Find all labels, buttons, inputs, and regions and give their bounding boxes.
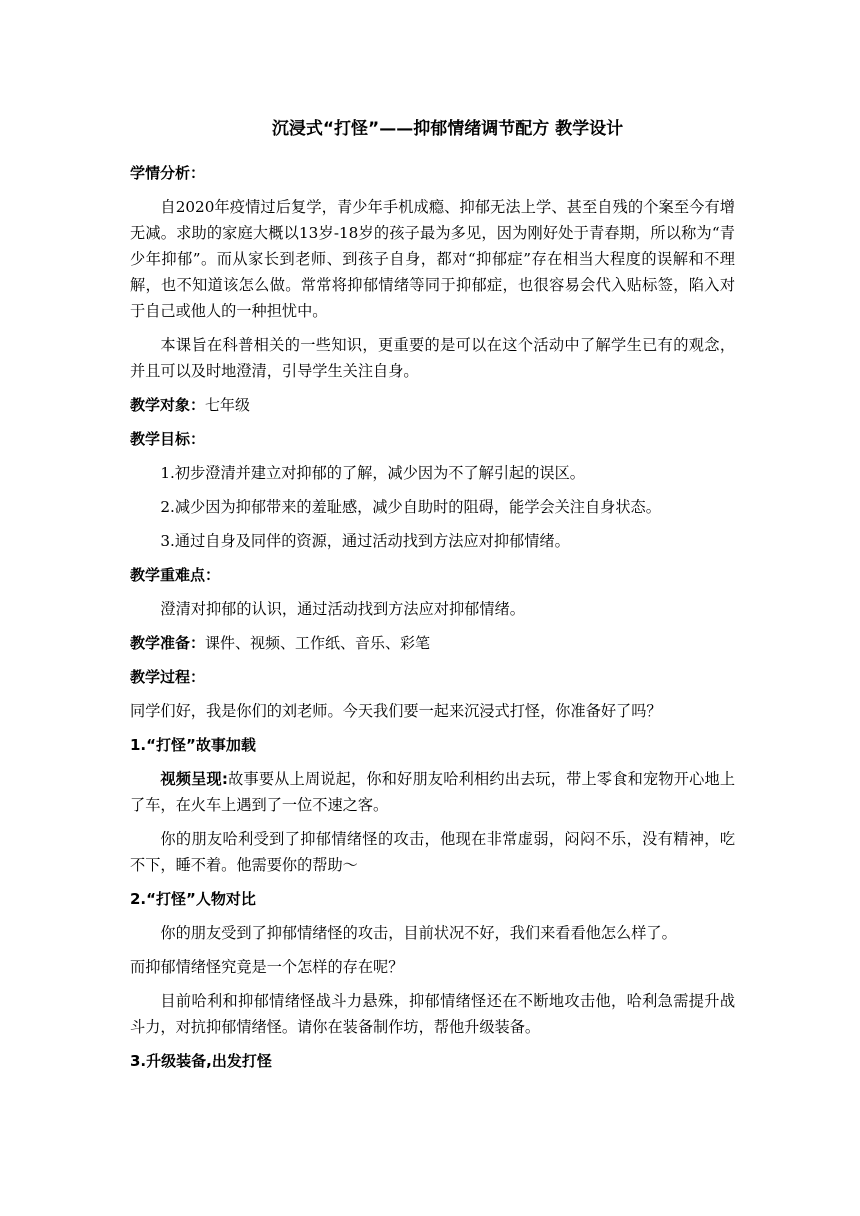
analysis-heading: 学情分析： [130, 164, 206, 182]
audience-line [130, 392, 735, 418]
goal-item-2: 2.减少因为抑郁带来的羞耻感，减少自助时的阻碍，能学会关注自身状态。 [160, 498, 661, 516]
section1-paragraph: 你的朋友哈利受到了抑郁情绪怪的攻击，他现在非常虚弱，闷闷不乐，没有精神，吃不下，睡不着。他需要你的帮助～ [130, 830, 735, 874]
analysis-paragraph-2: 本课旨在科普相关的一些知识，更重要的是可以在这个活动中了解学生已有的观念，并且可以及时地澄清，引导学生关注自身。 [130, 336, 735, 380]
document-page [130, 112, 735, 1082]
key-points-text: 澄清对抑郁的认识，通过活动找到方法应对抑郁情绪。 [160, 600, 525, 618]
section1-lead-label: 视频呈现: [160, 770, 228, 788]
goal-item-3: 3.通过自身及同伴的资源，通过活动找到方法应对抑郁情绪。 [160, 532, 570, 550]
section1-lead-text: 故事要从上周说起，你和好朋友哈利相约出去玩，带上零食和宠物开心地上了车，在火车上遇到了一位不速之客。 [130, 770, 736, 814]
key-points-heading: 教学重难点： [130, 566, 221, 584]
preparation-label: 教学准备： [130, 634, 206, 652]
section2-paragraph-1-cont: 而抑郁情绪怪究竟是一个怎样的存在呢？ [130, 958, 404, 976]
preparation-line [130, 630, 735, 656]
analysis-paragraph-1: 自2020年疫情过后复学，青少年手机成瘾、抑郁无法上学、甚至自残的个案至今有增无减。求助的家庭大概以13岁-18岁的孩子最为多见，因为刚好处于青春期，所以称为“青少年抑郁”。而从家长到老师、到孩子自身，都对“抑郁症”存在相当大程度的误解和不理解，也不知道该怎么做。常常将抑郁情绪等同于抑郁症，也很容易会代入贴标签，陷入对于自己或他人的一种担忧中。 [130, 198, 735, 320]
preparation-value: 课件、视频、工作纸、音乐、彩笔 [205, 634, 431, 652]
section2-paragraph-1: 你的朋友受到了抑郁情绪怪的攻击，目前状况不好，我们来看看他怎么样了。 [160, 924, 677, 942]
document-title: 沉浸式“打怪”——抑郁情绪调节配方 教学设计 [271, 119, 624, 139]
section3-heading: 3.升级装备,出发打怪 [130, 1052, 272, 1070]
section1-heading: 1.“打怪”故事加载 [130, 736, 256, 754]
process-heading: 教学过程： [130, 668, 206, 686]
audience-value: 七年级 [205, 396, 251, 414]
process-intro: 同学们好，我是你们的刘老师。今天我们要一起来沉浸式打怪，你准备好了吗？ [130, 702, 662, 720]
section2-heading: 2.“打怪”人物对比 [130, 890, 256, 908]
goals-heading: 教学目标： [130, 430, 206, 448]
section1-lead-paragraph [130, 766, 735, 818]
audience-label: 教学对象： [130, 396, 206, 414]
section2-paragraph-2: 目前哈利和抑郁情绪怪战斗力悬殊，抑郁情绪怪还在不断地攻击他，哈利急需提升战斗力，对抗抑郁情绪怪。请你在装备制作坊，帮他升级装备。 [130, 992, 735, 1036]
goal-item-1: 1.初步澄清并建立对抑郁的了解，减少因为不了解引起的误区。 [160, 464, 585, 482]
